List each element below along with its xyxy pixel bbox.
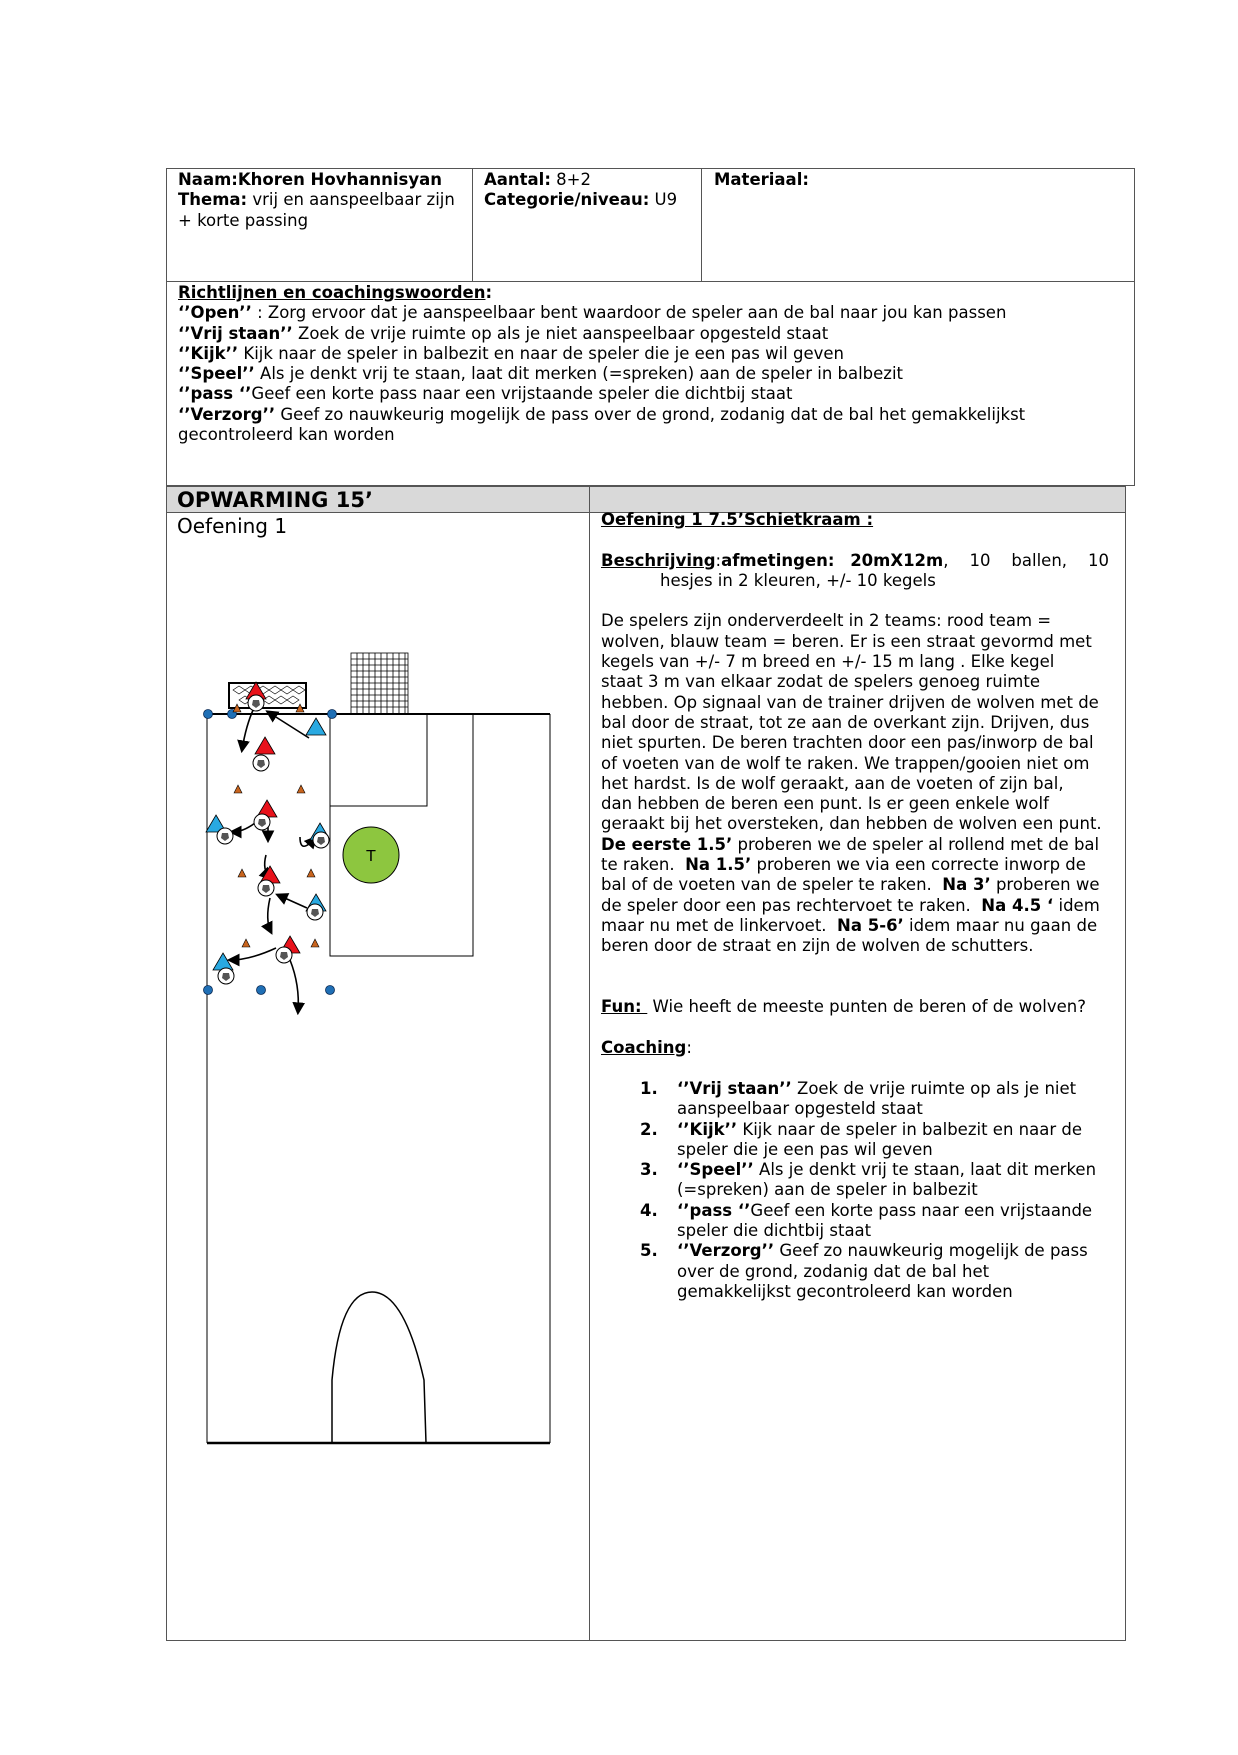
richtlijn-line bbox=[178, 405, 1025, 425]
richtlijnen-colon: : bbox=[485, 283, 493, 302]
richtlijn-text: Als je denkt vrij te staan, laat dit merken (=spreken) aan de speler in balbezit bbox=[254, 364, 904, 384]
para-line: staat 3 m van elkaar zodat de spelers genoeg ruimte bbox=[601, 672, 1040, 692]
exercise-diagram bbox=[190, 640, 570, 1460]
timing-bold: Na 3’ bbox=[942, 875, 991, 895]
para-line: geraakt bij het oversteken, dan hebben de wolven een punt. bbox=[601, 814, 1102, 834]
timing-text: bal of de voeten van de speler te raken. bbox=[601, 875, 943, 895]
richtlijn-keyword: ‘’Verzorg’’ bbox=[178, 404, 276, 424]
timing-text: proberen we via een correcte inworp de bbox=[751, 855, 1086, 875]
timing-bold: Na 5-6’ bbox=[837, 915, 904, 935]
timing-text: maar nu met de linkervoet. bbox=[601, 915, 838, 935]
trainer-label: T bbox=[366, 847, 376, 865]
coaching-num: 3. bbox=[640, 1160, 658, 1180]
para-line: wolven, blauw team = beren. Er is een straat gevormd met bbox=[601, 631, 1092, 651]
naam-label: Naam: bbox=[178, 170, 238, 189]
coaching-item bbox=[640, 1120, 1110, 1161]
richtlijn-text: : Zorg ervoor dat je aanspeelbaar bent waardoor de speler aan de bal naar jou kan passen bbox=[251, 303, 1007, 323]
coaching-text: Geef een korte pass naar een vrijstaande bbox=[750, 1200, 1093, 1220]
coaching-item bbox=[640, 1241, 1110, 1302]
timing-bold: De eerste 1.5’ bbox=[601, 834, 733, 854]
richtlijn-line bbox=[178, 364, 1025, 384]
small-goal-icon bbox=[229, 683, 306, 708]
exercise-description bbox=[601, 510, 1115, 1078]
timing-text: proberen we bbox=[990, 875, 1100, 895]
coaching-keyword: ‘’Speel’’ bbox=[677, 1160, 754, 1180]
red-player-icons bbox=[246, 682, 300, 953]
coaching-label: Coaching bbox=[601, 1037, 687, 1057]
coaching-keyword: ‘’pass ‘’ bbox=[677, 1200, 751, 1220]
para-line: kegels van +/- 7 m breed en +/- 15 m lang . Elke kegel bbox=[601, 652, 1055, 672]
richtlijn-keyword: ‘’pass ‘’ bbox=[178, 384, 252, 404]
richtlijn-keyword: ‘’Vrij staan’’ bbox=[178, 323, 293, 343]
coaching-keyword: ‘’Verzorg’’ bbox=[677, 1241, 775, 1261]
coaching-text: Zoek de vrije ruimte op als je niet bbox=[791, 1079, 1077, 1098]
header-cell-aantal bbox=[484, 170, 694, 211]
richtlijnen-title: Richtlijnen en coachingswoorden bbox=[178, 283, 486, 302]
trainer-icon bbox=[343, 827, 399, 883]
header-divider-1 bbox=[472, 168, 473, 282]
header-cell-materiaal bbox=[714, 170, 809, 190]
beschrijving-colon: : bbox=[715, 550, 722, 570]
timing-text: proberen we de speler al rollend met de bal bbox=[732, 834, 1100, 854]
para-line: dan hebben de beren een punt. Is er geen enkele wolf bbox=[601, 794, 1049, 814]
richtlijn-keyword: ‘’Speel’’ bbox=[178, 364, 255, 384]
categorie-label: Categorie/niveau: bbox=[484, 190, 650, 210]
coaching-text: over de grond, zodanig dat de bal het bbox=[677, 1261, 990, 1281]
coaching-text: gemakkelijkst gecontroleerd kan worden bbox=[677, 1281, 1013, 1301]
thema-label: Thema: bbox=[178, 190, 248, 210]
goal-net-icon bbox=[351, 653, 408, 714]
section-header-right bbox=[589, 486, 1126, 513]
coaching-num: 4. bbox=[640, 1200, 658, 1220]
timing-text: idem maar nu gaan de bbox=[903, 915, 1098, 935]
coaching-num: 1. bbox=[640, 1079, 658, 1098]
richtlijn-last-line: gecontroleerd kan worden bbox=[178, 425, 395, 445]
afmetingen-rest: , 10 ballen, 10 bbox=[943, 550, 1110, 570]
coaching-text: Geef zo nauwkeurig mogelijk de pass bbox=[774, 1241, 1088, 1261]
coaching-num: 5. bbox=[640, 1241, 658, 1261]
richtlijn-line bbox=[178, 344, 1025, 364]
afmetingen-value: 20mX12m bbox=[850, 550, 944, 570]
coaching-list bbox=[640, 1079, 1110, 1302]
coaching-item bbox=[640, 1201, 1110, 1242]
timing-text: de speler door een pas rechtervoet te raken. bbox=[601, 895, 982, 915]
left-subtitle: Oefening 1 bbox=[177, 514, 288, 538]
coaching-colon: : bbox=[686, 1037, 692, 1057]
coaching-text: (=spreken) aan de speler in balbezit bbox=[677, 1180, 978, 1200]
coaching-keyword: ‘’Kijk’’ bbox=[677, 1119, 738, 1139]
thema-value-2: + korte passing bbox=[178, 210, 309, 230]
timing-text: idem bbox=[1053, 895, 1100, 915]
para-line: bal door de straat, tot ze aan de overkant zijn. Drijven, dus bbox=[601, 712, 1090, 732]
timing-text: te raken. bbox=[601, 855, 686, 875]
exercise-heading: Oefening 1 7.5’Schietkraam : bbox=[601, 510, 874, 529]
richtlijn-text: Geef een korte pass naar een vrijstaande speler die dichtbij staat bbox=[251, 384, 793, 404]
richtlijn-keyword: ‘’Kijk’’ bbox=[178, 343, 239, 363]
richtlijn-text: Kijk naar de speler in balbezit en naar de speler die je een pas wil geven bbox=[238, 343, 844, 363]
coaching-text: aanspeelbaar opgesteld staat bbox=[677, 1099, 923, 1119]
para-line: het hardst. Is de wolf geraakt, aan de voeten of zijn bal, bbox=[601, 773, 1064, 793]
materiaal-label: Materiaal: bbox=[714, 170, 809, 189]
richtlijnen-content bbox=[178, 283, 1025, 445]
beschrijving-label: Beschrijving bbox=[601, 550, 716, 570]
coaching-num: 2. bbox=[640, 1119, 658, 1139]
fun-label: Fun: bbox=[601, 997, 648, 1017]
header-cell-naam bbox=[178, 170, 468, 231]
timing-text: beren door de straat en zijn de wolven de schutters. bbox=[601, 936, 1034, 956]
section-title: OPWARMING 15’ bbox=[177, 488, 373, 512]
richtlijn-line bbox=[178, 324, 1025, 344]
afmetingen-label: afmetingen: bbox=[721, 550, 835, 570]
aantal-value: 8+2 bbox=[550, 170, 592, 189]
para-line: niet spurten. De beren trachten door een pas/inworp de bal bbox=[601, 733, 1094, 753]
richtlijn-text: Zoek de vrije ruimte op als je niet aanspeelbaar opgesteld staat bbox=[292, 323, 829, 343]
richtlijn-keyword: ‘’Open’’ bbox=[178, 303, 252, 323]
para-line: of voeten van de wolf te raken. We trappen/gooien niet om bbox=[601, 753, 1090, 773]
richtlijn-text: Geef zo nauwkeurig mogelijk de pass over de grond, zodanig dat de bal het gemakkelijkst bbox=[275, 404, 1026, 424]
thema-value: vrij en aanspeelbaar zijn bbox=[247, 190, 455, 210]
coaching-item bbox=[640, 1079, 1110, 1120]
aantal-label: Aantal: bbox=[484, 170, 551, 189]
coaching-text: Kijk naar de speler in balbezit en naar de bbox=[737, 1119, 1082, 1139]
afmetingen-line2: hesjes in 2 kleuren, +/- 10 kegels bbox=[660, 570, 936, 590]
coaching-text: Als je denkt vrij te staan, laat dit merken bbox=[753, 1160, 1097, 1180]
timing-bold: Na 4.5 ‘ bbox=[981, 895, 1054, 915]
coaching-keyword: ‘’Vrij staan’’ bbox=[677, 1079, 792, 1098]
para-line: De spelers zijn onderverdeelt in 2 teams: rood team = bbox=[601, 611, 1052, 631]
coaching-item bbox=[640, 1160, 1110, 1201]
timing-bold: Na 1.5’ bbox=[685, 855, 752, 875]
richtlijn-line bbox=[178, 384, 1025, 404]
naam-value: Khoren Hovhannisyan bbox=[237, 170, 442, 189]
fun-text: Wie heeft de meeste punten de beren of de wolven? bbox=[647, 997, 1086, 1017]
richtlijn-line bbox=[178, 303, 1025, 323]
header-divider-2 bbox=[701, 168, 702, 282]
para-line: hebben. Op signaal van de trainer drijven de wolven met de bbox=[601, 692, 1099, 712]
coaching-text: speler die dichtbij staat bbox=[677, 1221, 872, 1241]
categorie-value: U9 bbox=[649, 190, 678, 210]
coaching-text: speler die je een pas wil geven bbox=[677, 1139, 933, 1159]
